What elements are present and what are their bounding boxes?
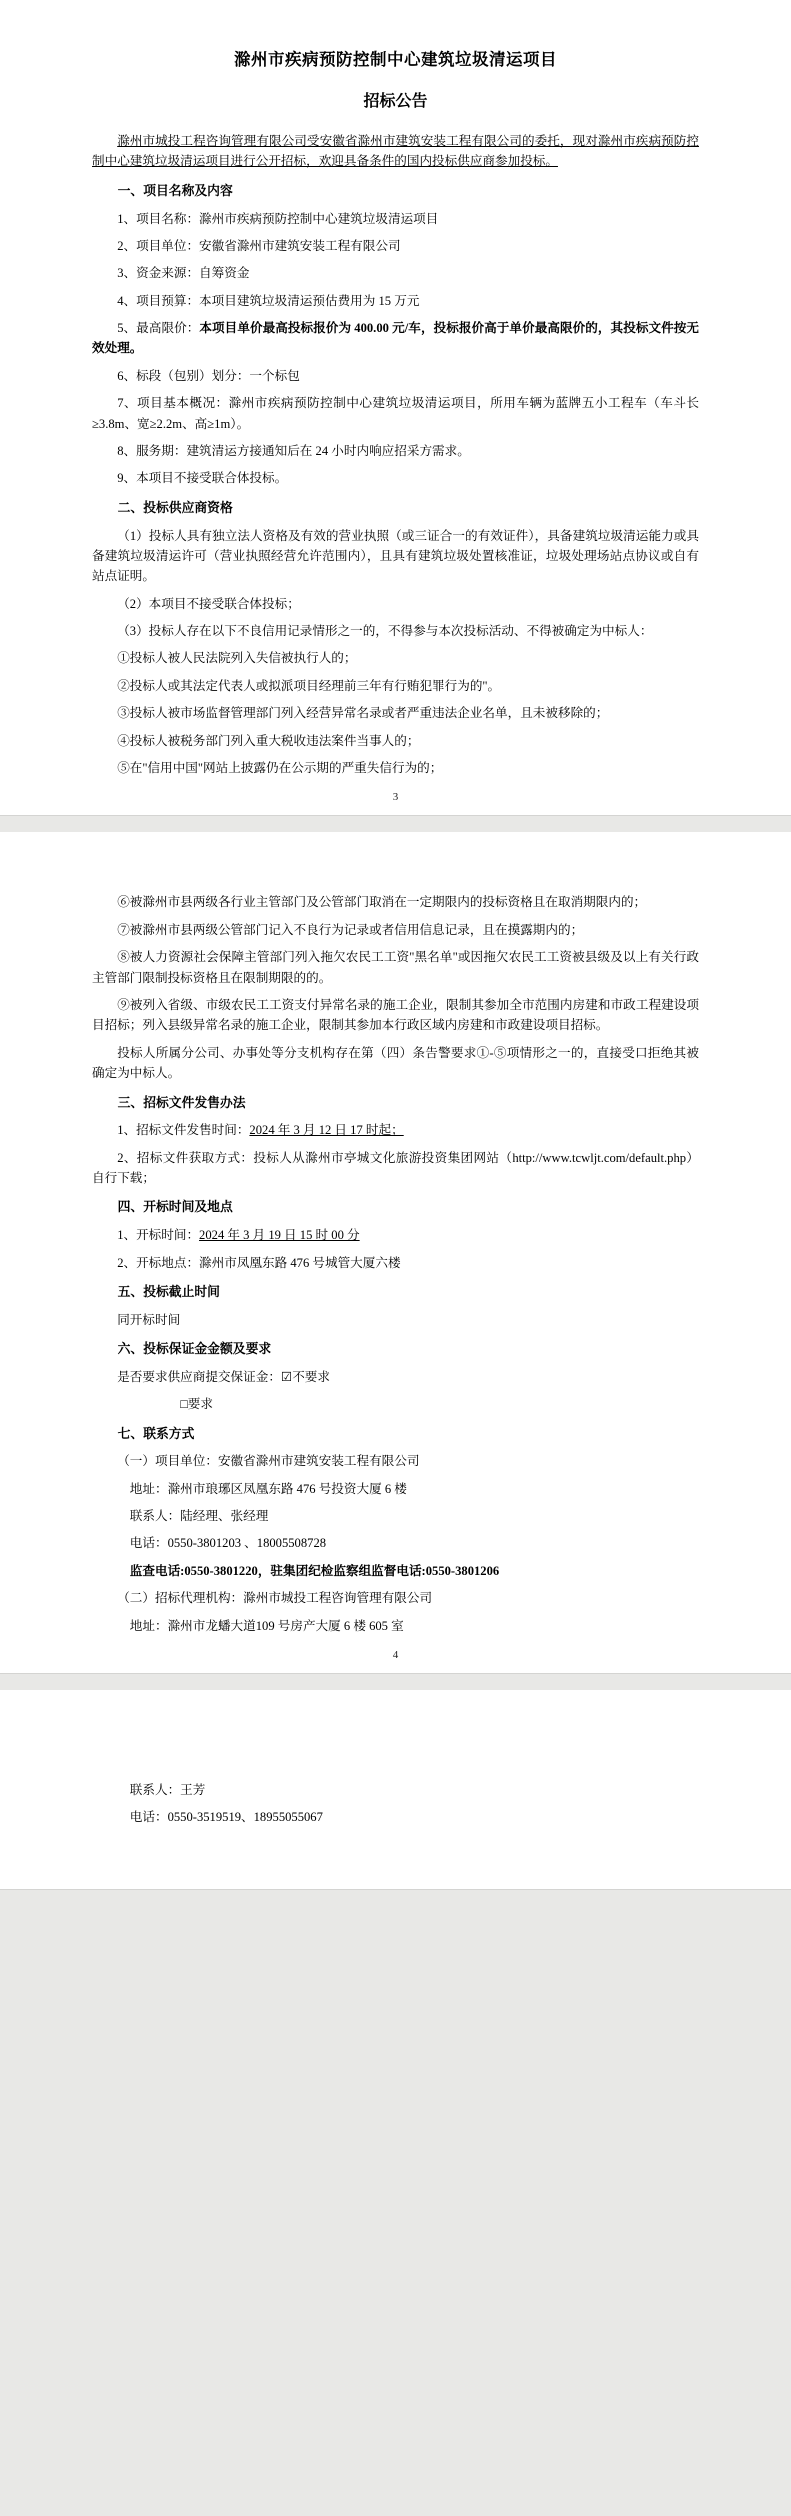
bid-open-time-value: 2024 年 3 月 19 日 15 时 00 分	[199, 1228, 360, 1243]
section-1-item: 1、项目名称：滁州市疾病预防控制中心建筑垃圾清运项目	[117, 211, 439, 226]
section-2-subitem: ⑧被人力资源社会保障主管部门列入拖欠农民工工资"黑名单"或因拖欠农民工工资被县级及以上有关行政主管部门限制投标资格且在限制期限的的。	[92, 950, 699, 985]
section-2-subitem: ⑦被滁州市县两级公管部门记入不良行为记录或者信用信息记录，且在摸露期内的；	[117, 922, 584, 937]
section-2-heading: 二、投标供应商资格	[117, 500, 233, 515]
document-page-5	[0, 1690, 791, 1890]
price-cap-value: 本项目单价最高投标报价为 400.00 元/车，投标报价高于单价最高限价的，其投标文件按无效处理。	[92, 321, 700, 356]
page-subtitle: 招标公告	[363, 93, 428, 110]
section-2-subitem: ②投标人或其法定代表人或拟派项目经理前三年有行贿犯罪行为的"。	[117, 678, 501, 693]
deposit-not-required-option: 是否要求供应商提交保证金：☑不要求	[117, 1369, 330, 1384]
document-page-3	[0, 0, 791, 816]
page-title: 滁州市疾病预防控制中心建筑垃圾清运项目	[234, 50, 557, 69]
section-2-subitem: ③投标人被市场监督管理部门列入经营异常名录或者严重违法企业名单，且未被移除的；	[117, 706, 609, 721]
section-2-subitem: ①投标人被人民法院列入失信被执行人的；	[117, 651, 357, 666]
page-number: 4	[392, 1649, 399, 1661]
agent-contact: 联系人：王芳	[129, 1783, 206, 1797]
agent-name: （二）招标代理机构：滁州市城投工程咨询管理有限公司	[117, 1591, 433, 1606]
section-1-item-price-cap	[92, 318, 699, 359]
section-4-item-1	[92, 1225, 699, 1245]
owner-contact: 联系人：陆经理、张经理	[129, 1509, 269, 1524]
industry-restriction-paragraph: ⑨被列入省级、市级农民工工资支付异常名录的施工企业，限制其参加全市范围内房建和市政工程建设项目招标；列入县级异常名录的施工企业，限制其参加本行政区域内房建和市政建设项目招标。	[92, 997, 699, 1033]
price-cap-prefix: 5、最高限价：	[117, 321, 200, 336]
owner-name: （一）项目单位：安徽省滁州市建筑安装工程有限公司	[117, 1454, 420, 1469]
section-1-item: 9、本项目不接受联合体投标。	[117, 471, 288, 486]
section-7-heading: 七、联系方式	[117, 1426, 195, 1441]
section-2-item: （1）投标人具有独立法人资格及有效的营业执照（或三证合一的有效证件），具备建筑垃圾清运能力或具备建筑垃圾清运许可（营业执照经营允许范围内），且具有建筑垃圾处置核准证，垃圾处理场站点协议或自有站点证明。	[92, 528, 699, 584]
section-3-item-1	[92, 1120, 699, 1140]
section-1-item: 7、项目基本概况：滁州市疾病预防控制中心建筑垃圾清运项目，所用车辆为蓝牌五小工程车（车斗长≥3.8m、宽≥2.2m、高≥1m）。	[92, 396, 699, 431]
section-6-heading: 六、投标保证金金额及要求	[117, 1342, 272, 1357]
section-1-item: 3、资金来源：自筹资金	[117, 266, 250, 281]
supervision-phone: 监查电话:0550-3801220，驻集团纪检监察组监督电话:0550-3801206	[129, 1563, 500, 1578]
section-2-subitem: ⑥被滁州市县两级各行业主管部门及公管部门取消在一定期限内的投标资格且在取消期限内的；	[117, 895, 647, 910]
section-1-item: 4、项目预算：本项目建筑垃圾清运预估费用为 15 万元	[117, 293, 420, 308]
section-4-heading: 四、开标时间及地点	[117, 1200, 233, 1215]
section-2-subitem: ⑤在"信用中国"网站上披露仍在公示期的严重失信行为的；	[117, 761, 443, 776]
sale-time-prefix: 1、招标文件发售时间：	[117, 1123, 250, 1138]
section-4-item-2: 2、开标地点：滁州市凤凰东路 476 号城管大厦六楼	[117, 1255, 401, 1270]
page-number: 3	[392, 791, 399, 804]
section-5-heading: 五、投标截止时间	[117, 1284, 220, 1299]
section-1-heading: 一、项目名称及内容	[117, 183, 233, 198]
owner-phone: 电话：0550-3801203 、18005508728	[129, 1536, 327, 1551]
deposit-required-option: □要求	[180, 1397, 213, 1412]
section-3-item-2: 2、招标文件获取方式：投标人从滁州市亭城文化旅游投资集团网站（http://www.tcwljt.com/default.php）自行下载；	[92, 1150, 699, 1186]
intro-paragraph: 滁州市城投工程咨询管理有限公司受安徽省滁州市建筑安装工程有限公司的委托，现对滁州市疾病预防控制中心建筑垃圾清运项目进行公开招标，欢迎具备条件的国内投标供应商参加投标。	[92, 134, 699, 169]
agent-phone: 电话：0550-3519519、18955055067	[129, 1810, 323, 1825]
section-1-item: 8、服务期：建筑清运方接通知后在 24 小时内响应招采方需求。	[117, 444, 470, 459]
section-2-subitem: ④投标人被税务部门列入重大税收违法案件当事人的；	[117, 733, 420, 748]
document-page-4	[0, 832, 791, 1674]
section-2-item: （3）投标人存在以下不良信用记录情形之一的，不得参与本次投标活动、不得被确定为中标人：	[117, 624, 653, 639]
branch-restriction-paragraph: 投标人所属分公司、办事处等分支机构存在第（四）条告警要求①-⑤项情形之一的，直接受口拒绝其被确定为中标人。	[92, 1045, 699, 1081]
section-5-text: 同开标时间	[117, 1312, 181, 1327]
sale-time-value: 2024 年 3 月 12 日 17 时起；	[249, 1123, 404, 1138]
section-3-heading: 三、招标文件发售办法	[117, 1095, 246, 1110]
owner-address: 地址：滁州市琅琊区凤凰东路 476 号投资大厦 6 楼	[129, 1481, 407, 1496]
agent-address: 地址：滁州市龙蟠大道109 号房产大厦 6 楼 605 室	[129, 1618, 404, 1633]
section-1-item: 2、项目单位：安徽省滁州市建筑安装工程有限公司	[117, 238, 401, 253]
section-1-item: 6、标段（包别）划分：一个标包	[117, 368, 300, 383]
section-2-item: （2）本项目不接受联合体投标；	[117, 596, 300, 611]
bid-open-time-prefix: 1、开标时间：	[117, 1228, 200, 1243]
